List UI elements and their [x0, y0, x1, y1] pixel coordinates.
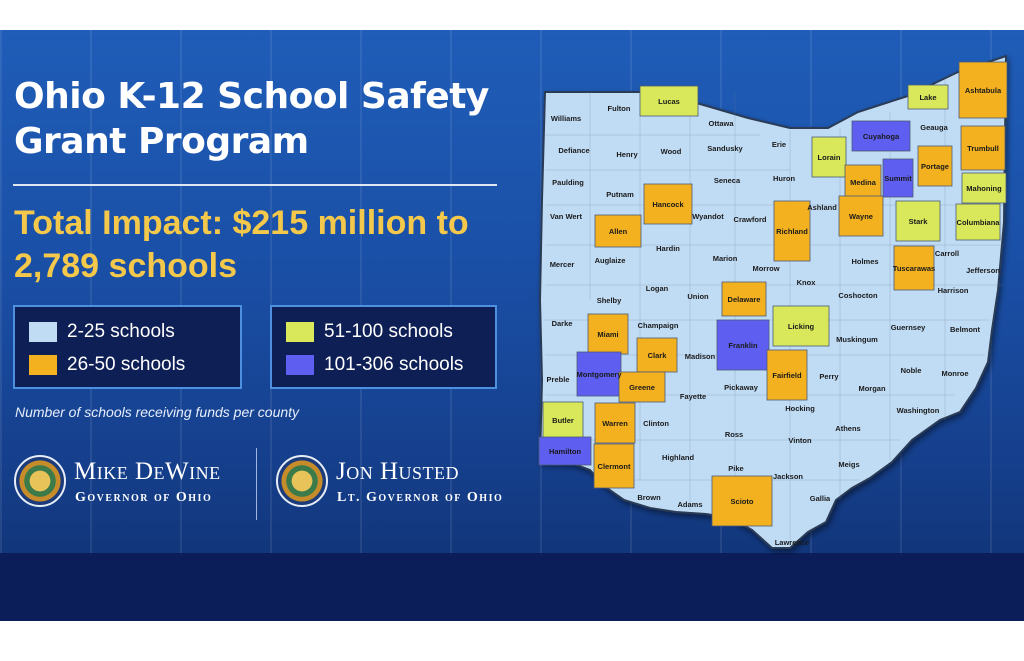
county-label-harrison: Harrison — [937, 286, 969, 295]
county-label-medina: Medina — [850, 178, 876, 187]
county-label-ashtabula: Ashtabula — [964, 86, 1002, 95]
county-label-delaware: Delaware — [727, 295, 761, 304]
county-label-vinton: Vinton — [788, 436, 812, 445]
legend-label: 51-100 schools — [324, 321, 453, 342]
county-label-union: Union — [687, 292, 709, 301]
county-label-morgan: Morgan — [858, 384, 886, 393]
county-label-mercer: Mercer — [549, 260, 575, 269]
county-label-lake: Lake — [919, 93, 937, 102]
county-label-monroe: Monroe — [941, 369, 969, 378]
county-label-pike: Pike — [728, 464, 744, 473]
county-label-lucas: Lucas — [658, 97, 680, 106]
lt-governor-name: Jon Husted — [336, 458, 460, 485]
county-label-noble: Noble — [900, 366, 922, 375]
county-label-wyandot: Wyandot — [692, 212, 724, 221]
county-label-lawrence: Lawrence — [774, 538, 810, 547]
governor-title: Governor of Ohio — [75, 490, 213, 505]
county-label-hamilton: Hamilton — [548, 447, 582, 456]
county-label-greene: Greene — [629, 383, 655, 392]
county-label-gallia: Gallia — [809, 494, 831, 503]
county-label-seneca: Seneca — [713, 176, 741, 185]
county-label-sandusky: Sandusky — [707, 144, 743, 153]
county-label-paulding: Paulding — [552, 178, 584, 187]
county-label-jackson: Jackson — [772, 472, 804, 481]
county-label-henry: Henry — [616, 150, 638, 159]
county-label-belmont: Belmont — [950, 325, 980, 334]
county-label-holmes: Holmes — [851, 257, 879, 266]
county-label-fulton: Fulton — [607, 104, 631, 113]
county-label-hardin: Hardin — [656, 244, 680, 253]
county-label-ashland: Ashland — [807, 203, 837, 212]
county-label-ottawa: Ottawa — [708, 119, 734, 128]
county-label-wayne: Wayne — [849, 212, 873, 221]
county-label-carroll: Carroll — [934, 249, 960, 258]
county-label-madison: Madison — [684, 352, 716, 361]
county-label-hancock: Hancock — [652, 200, 684, 209]
county-label-franklin: Franklin — [728, 341, 758, 350]
county-label-clark: Clark — [647, 351, 667, 360]
county-label-miami: Miami — [597, 330, 619, 339]
county-label-cuyahoga: Cuyahoga — [862, 132, 900, 141]
legend-label: 26-50 schools — [67, 354, 186, 375]
county-label-scioto: Scioto — [730, 497, 754, 506]
county-label-defiance: Defiance — [558, 146, 590, 155]
impact-line-2: 2,789 schools — [14, 247, 238, 285]
legend-note: Number of schools receiving funds per county — [15, 404, 300, 420]
county-label-pickaway: Pickaway — [724, 383, 758, 392]
county-label-muskingum: Muskingum — [836, 335, 878, 344]
county-label-clinton: Clinton — [643, 419, 669, 428]
county-label-summit: Summit — [884, 174, 912, 183]
governor-name: Mike DeWine — [74, 458, 221, 485]
county-label-warren: Warren — [602, 419, 628, 428]
legend-label: 2-25 schools — [67, 321, 175, 342]
county-label-williams: Williams — [550, 114, 582, 123]
county-label-erie: Erie — [771, 140, 787, 149]
county-label-shelby: Shelby — [596, 296, 622, 305]
county-label-portage: Portage — [921, 162, 949, 171]
county-label-richland: Richland — [776, 227, 808, 236]
county-label-hocking: Hocking — [785, 404, 815, 413]
lt-governor-title: Lt. Governor of Ohio — [337, 490, 504, 505]
county-label-butler: Butler — [552, 416, 574, 425]
county-label-adams: Adams — [677, 500, 703, 509]
county-label-marion: Marion — [712, 254, 738, 263]
county-label-huron: Huron — [772, 174, 796, 183]
county-label-guernsey: Guernsey — [890, 323, 926, 332]
county-label-fayette: Fayette — [679, 392, 707, 401]
county-label-tuscarawas: Tuscarawas — [892, 264, 936, 273]
county-label-trumbull: Trumbull — [967, 144, 999, 153]
county-label-stark: Stark — [908, 217, 928, 226]
county-label-athens: Athens — [835, 424, 861, 433]
page-title-line-1: Ohio K-12 School Safety — [14, 76, 489, 117]
county-label-brown: Brown — [637, 493, 661, 502]
impact-line-1: Total Impact: $215 million to — [14, 204, 469, 242]
county-label-highland: Highland — [661, 453, 695, 462]
county-label-putnam: Putnam — [606, 190, 634, 199]
county-label-darke: Darke — [551, 319, 573, 328]
county-label-licking: Licking — [787, 322, 815, 331]
county-label-knox: Knox — [796, 278, 816, 287]
county-label-van-wert: Van Wert — [550, 212, 582, 221]
county-label-champaign: Champaign — [637, 321, 679, 330]
legend-label: 101-306 schools — [324, 354, 464, 375]
county-label-coshocton: Coshocton — [838, 291, 878, 300]
county-label-lorain: Lorain — [817, 153, 841, 162]
county-label-logan: Logan — [645, 284, 669, 293]
county-label-columbiana: Columbiana — [956, 218, 1000, 227]
county-label-clermont: Clermont — [597, 462, 631, 471]
county-label-montgomery: Montgomery — [576, 370, 622, 379]
county-label-fairfield: Fairfield — [772, 371, 802, 380]
county-label-wood: Wood — [660, 147, 682, 156]
county-label-preble: Preble — [546, 375, 570, 384]
county-label-morrow: Morrow — [752, 264, 780, 273]
page-title-line-2: Grant Program — [14, 121, 309, 162]
county-label-allen: Allen — [608, 227, 628, 236]
county-label-washington: Washington — [896, 406, 940, 415]
county-label-perry: Perry — [819, 372, 839, 381]
county-label-crawford: Crawford — [733, 215, 767, 224]
county-label-ross: Ross — [724, 430, 744, 439]
county-label-jefferson: Jefferson — [966, 266, 1000, 275]
county-label-geauga: Geauga — [920, 123, 948, 132]
county-label-meigs: Meigs — [838, 460, 860, 469]
county-label-auglaize: Auglaize — [594, 256, 626, 265]
county-label-mahoning: Mahoning — [966, 184, 1002, 193]
